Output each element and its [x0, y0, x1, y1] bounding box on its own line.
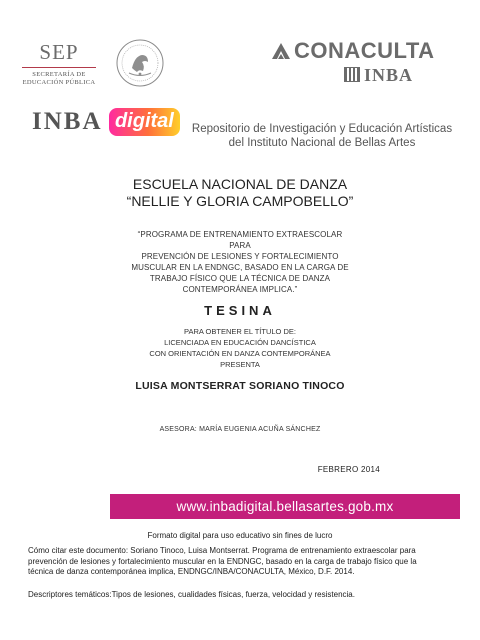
conaculta-inba: INBA: [364, 65, 414, 85]
thesis-title-line5: CONTEMPORÁNEA IMPLICA.”: [182, 285, 298, 294]
citation-line2: prevención de lesiones y fortalecimiento muscular en la ENDNGC, basado en la carga de trabajo físico que la: [28, 556, 417, 566]
degree-block: [110, 326, 370, 370]
school-line2: “NELLIE Y GLORIA CAMPOBELLO”: [126, 193, 354, 209]
descriptors: Descriptores temáticos:Tipos de lesiones, cualidades físicas, fuerza, velocidad y resistencia.: [28, 590, 355, 599]
citation-line1: Cómo citar este documento: Soriano Tinoco, Luisa Montserrat. Programa de entrenamiento extraescolar para: [28, 546, 416, 555]
repository-title-line1: Repositorio de Investigación y Educación Artísticas: [191, 123, 453, 135]
school-name: [80, 176, 400, 210]
repository-title: [182, 122, 462, 150]
inba-digital-inba-word: INBA: [32, 108, 103, 135]
sep-subtitle-line1: SECRETARÍA DE: [32, 71, 86, 78]
conaculta-logo: [270, 38, 460, 86]
sep-subtitle-line2: EDUCACIÓN PÚBLICA: [22, 79, 96, 86]
conaculta-name: CONACULTA: [294, 38, 435, 63]
citation-line3: técnica de danza contemporánea implica, ENDNGC/INBA/CONACULTA, México, D.F. 2014.: [28, 567, 355, 576]
thesis-title-line2: PREVENCIÓN DE LESIONES Y FORTALECIMIENTO: [141, 252, 339, 261]
sep-logo: [14, 40, 104, 87]
sep-title: SEP: [39, 40, 79, 64]
thesis-title-line3: MUSCULAR EN LA ENDNGC, BASADO EN LA CARGA DE: [131, 263, 349, 272]
thesis-title-line4: TRABAJO FÍSICO QUE LA TÉCNICA DE DANZA: [149, 274, 331, 283]
document-type: TESINA: [204, 303, 276, 318]
citation-block: [28, 546, 458, 578]
inba-building-icon: [344, 67, 360, 82]
degree-line2: LICENCIADA EN EDUCACIÓN DANCÍSTICA: [164, 338, 316, 347]
inba-digital-digital-word: digital: [109, 108, 180, 136]
author-name: LUISA MONTSERRAT SORIANO TINOCO: [135, 380, 345, 392]
conaculta-mark-icon: [270, 42, 292, 60]
repository-url-band[interactable]: [110, 494, 460, 519]
advisor-name: ASESORA: MARÍA EUGENIA ACUÑA SÁNCHEZ: [159, 426, 321, 433]
school-line1: ESCUELA NACIONAL DE DANZA: [132, 176, 348, 192]
degree-line3: CON ORIENTACIÓN EN DANZA CONTEMPORÁNEA: [149, 349, 331, 358]
repository-url-link[interactable]: www.inbadigital.bellasartes.gob.mx: [176, 499, 394, 514]
thesis-title: [130, 229, 350, 295]
repository-title-line2: del Instituto Nacional de Bellas Artes: [228, 137, 416, 149]
thesis-title-line1: “PROGRAMA DE ENTRENAMIENTO EXTRAESCOLAR PARA: [137, 230, 343, 250]
degree-line1: PARA OBTENER EL TÍTULO DE:: [184, 327, 296, 336]
mexican-coat-of-arms-seal-icon: [115, 38, 165, 88]
inba-digital-logo: [32, 108, 180, 136]
format-note: Formato digital para uso educativo sin fines de lucro: [147, 531, 333, 540]
document-date: FEBRERO 2014: [317, 465, 380, 474]
degree-line4: PRESENTA: [220, 360, 260, 369]
sep-divider: [22, 67, 96, 68]
